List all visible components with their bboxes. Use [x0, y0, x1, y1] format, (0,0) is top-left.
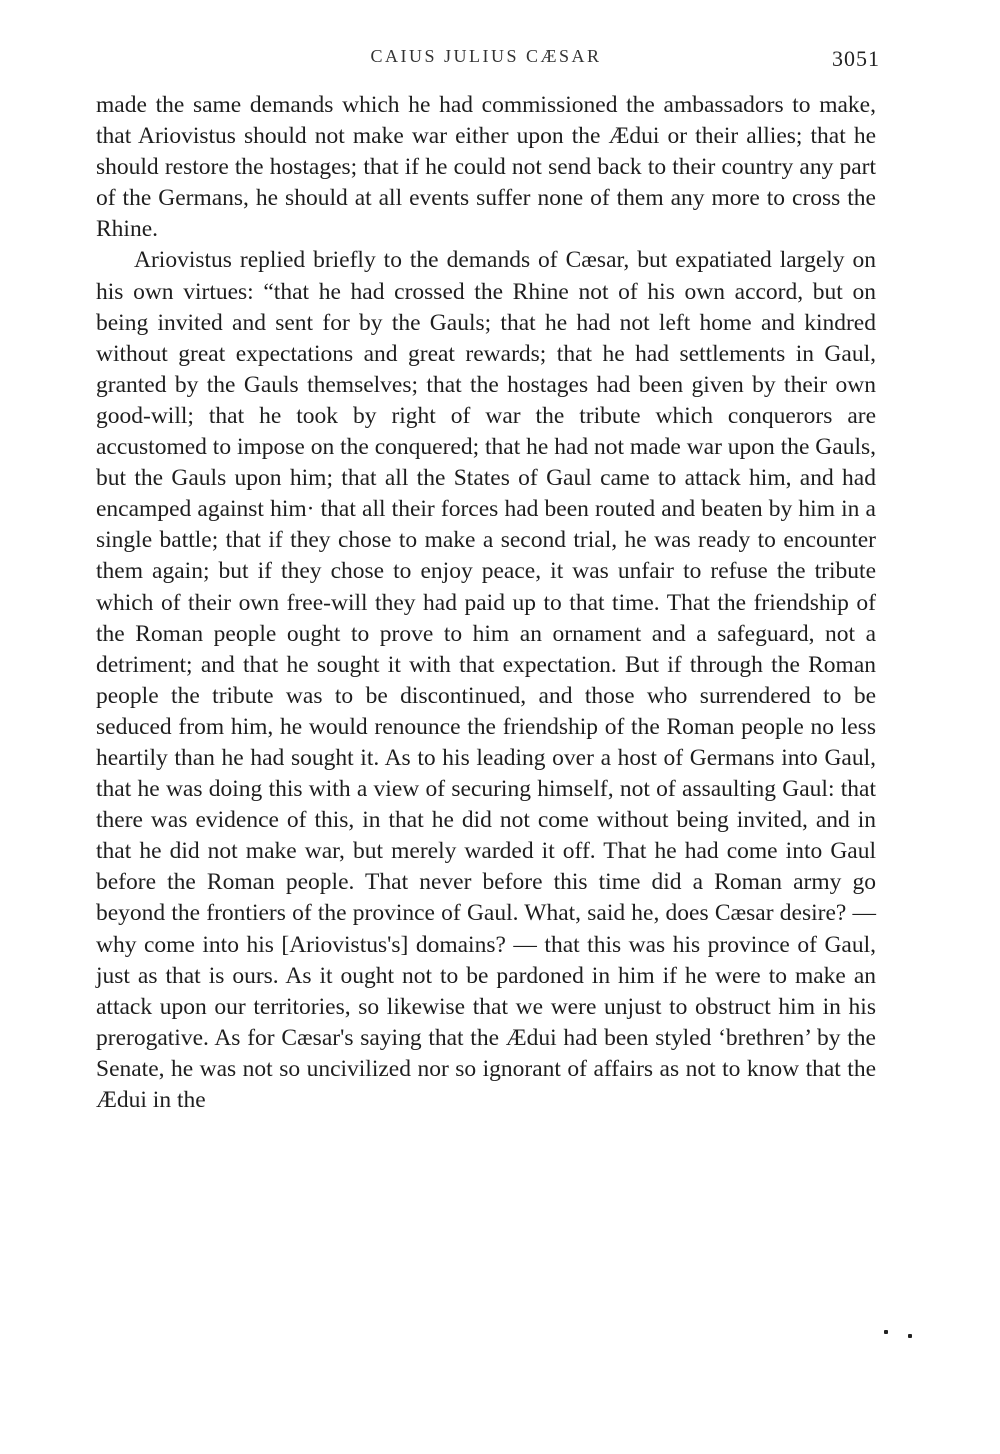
ink-speck [884, 1330, 888, 1334]
ink-speck [908, 1334, 912, 1338]
paragraph: made the same demands which he had commissioned the ambassadors to make, that Ariovistus should not make war either upon the Ædui or their allies; that he should restore the hostages; that if he could not send back to their country any part of the Germans, he should at all events suffer none of them any more to cross the Rhine. [96, 92, 876, 243]
paragraph: Ariovistus replied briefly to the demands of Cæsar, but expatiated largely on his own virtues: “that he had crossed the Rhine not of his own accord, but on being invited and sent for by the Gauls; that he had not left home and kindred without great expectations and great rewards; that he had settlements in Gaul, granted by the Gauls themselves; that the hostages had been given by their own good-will; that he took by right of war the tribute which conquerors are accustomed to impose on the conquered; that he had not made war upon the Gauls, but the Gauls upon him; that all the States of Gaul came to attack him, and had encamped against him· that all their forces had been routed and beaten by him in a single battle; that if they chose to make a second trial, he was ready to encounter them again; but if they chose to enjoy peace, it was unfair to refuse the tribute which of their own free-will they had paid up to that time. That the friendship of the Roman people ought to prove to him an ornament and a safeguard, not a detriment; and that he sought it with that expectation. But if through the Roman people the tribute was to be discontinued, and those who surrendered to be seduced from him, he would renounce the friendship of the Roman people no less heartily than he had sought it. As to his leading over a host of Germans into Gaul, that he was doing this with a view of securing himself, not of assaulting Gaul: that there was evidence of this, in that he did not come without being invited, and in that he did not make war, but merely warded it off. That he had come into Gaul before the Roman people. That never before this time did a Roman army go beyond the frontiers of the province of Gaul. What, said he, does Cæsar desire? — why come into his [Ariovistus's] domains? — that this was his province of Gaul, just as that is ours. As it ought not to be pardoned in him if he were to make an attack upon our territories, so likewise that we were unjust to obstruct him in his prerogative. As for Cæsar's saying that the Ædui had been styled ‘brethren’ by the Senate, he was not so uncivilized nor so ignorant of affairs as not to know that the Ædui in the [96, 247, 876, 1113]
page-number: 3051 [832, 46, 880, 71]
body-text [96, 90, 876, 1116]
page-header [96, 36, 880, 76]
running-title: CAIUS JULIUS CÆSAR [370, 46, 602, 66]
